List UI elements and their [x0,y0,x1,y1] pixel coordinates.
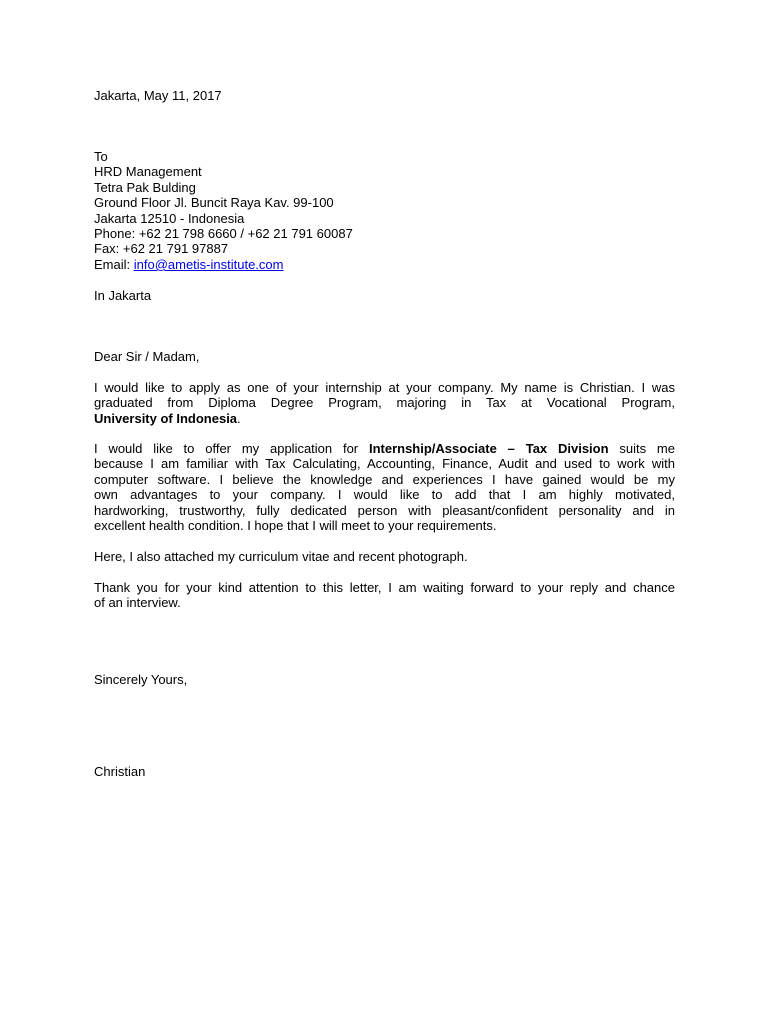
paragraph-attachment: Here, I also attached my curriculum vitae and recent photograph. [94,549,468,564]
recipient-to: To [94,149,108,164]
recipient-email [94,257,283,272]
salutation: Dear Sir / Madam, [94,349,200,364]
paragraph-thanks [94,580,675,611]
paragraph-line: hardworking, trustworthy, fully dedicated person with pleasant/confident personality and in [94,502,675,518]
paragraph-intro [94,380,675,426]
paragraph-application [94,441,675,533]
recipient-phone: Phone: +62 21 798 6660 / +62 21 791 60087 [94,226,353,241]
paragraph-line [94,441,675,456]
paragraph-line: of an interview. [94,595,181,611]
paragraph-text: . [237,410,241,426]
paragraph-line: Thank you for your kind attention to this letter, I am waiting forward to your reply and chance [94,580,675,595]
date-line: Jakarta, May 11, 2017 [94,88,222,103]
position-title: Internship/Associate – Tax Division [368,441,609,456]
paragraph-line: graduated from Diploma Degree Program, majoring in Tax at Vocational Program, [94,395,675,411]
recipient-city: Jakarta 12510 - Indonesia [94,211,245,226]
paragraph-text: suits me [608,441,675,456]
university-name: University of Indonesia [94,410,238,426]
paragraph-line [94,411,675,426]
paragraph-line: own advantages to your company. I would like to add that I am highly motivated, [94,487,675,503]
paragraph-line: computer software. I believe the knowledge and experiences I have gained would be my [94,471,675,487]
location-line: In Jakarta [94,288,152,303]
paragraph-line: excellent health condition. I hope that I will meet to your requirements. [94,518,497,534]
closing: Sincerely Yours, [94,672,188,687]
paragraph-line: I would like to apply as one of your internship at your company. My name is Christian. I was [94,380,675,395]
paragraph-line: because I am familiar with Tax Calculating, Accounting, Finance, Audit and used to work with [94,456,675,472]
paragraph-text: I would like to offer my application for [94,441,369,456]
recipient-address: Ground Floor Jl. Buncit Raya Kav. 99-100 [94,195,334,210]
signature-name: Christian [94,764,146,779]
recipient-name: HRD Management [94,164,202,179]
recipient-building: Tetra Pak Bulding [94,180,196,195]
email-link[interactable]: info@ametis-institute.com [133,257,284,272]
email-label: Email: [94,257,134,272]
recipient-fax: Fax: +62 21 791 97887 [94,241,229,256]
